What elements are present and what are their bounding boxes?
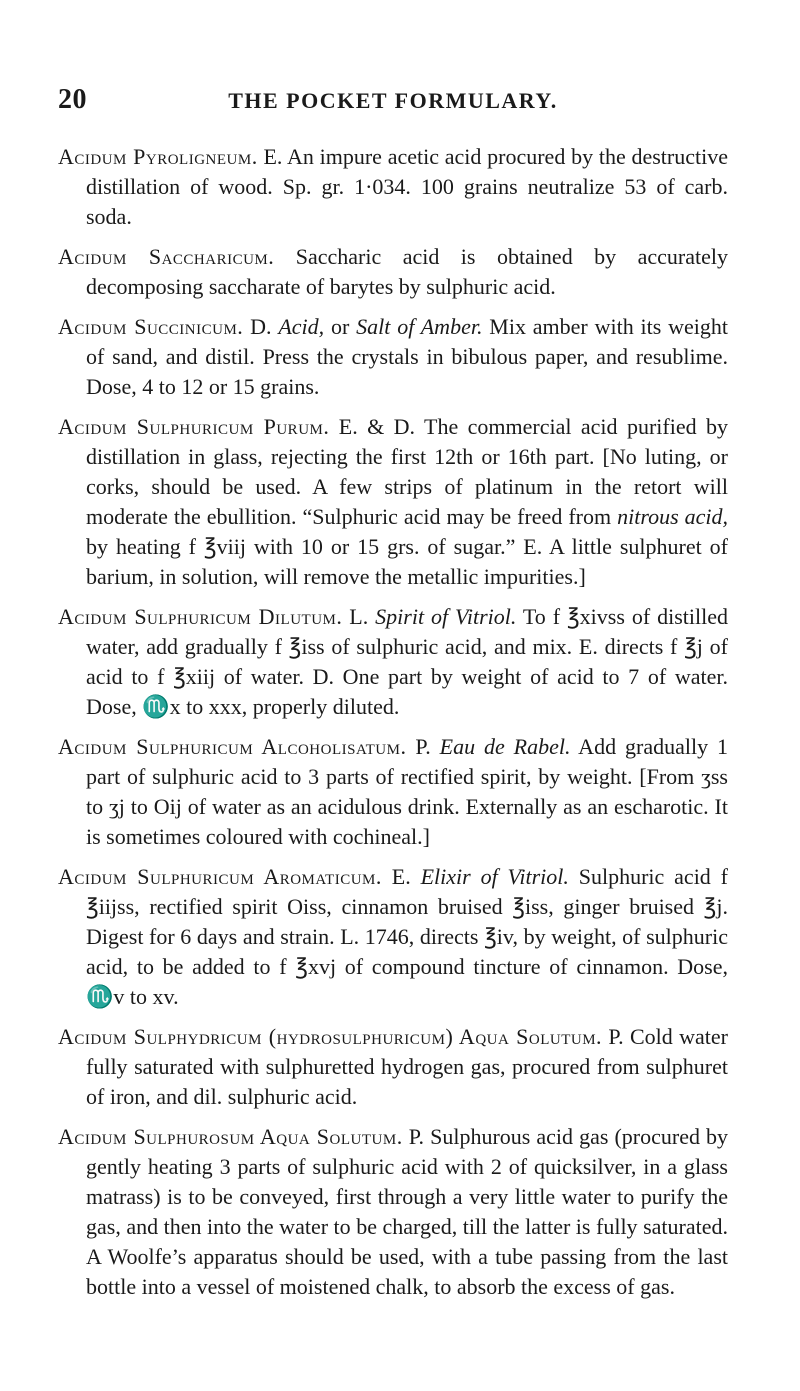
- entry-acidum-sulphuricum-alcoholisatum: [58, 732, 728, 852]
- page-number: 20: [58, 84, 87, 115]
- entry-text: Saccharic acid is obtained by accurately decomposing saccharate of barytes by sulphuric acid.: [86, 244, 728, 299]
- entry-text: or: [324, 314, 357, 339]
- entry-text: Add gradually 1 part of sulphuric acid to 3 parts of rectified spirit, by weight. [From ʒss to ʒj to Oij of water as an acidulous drink. Externally as an escharotic. It is sometimes coloured with cochineal.]: [86, 734, 728, 849]
- entry-heading: Acidum Sulphuricum Alcoholisatum.: [58, 734, 407, 759]
- entry-text: E. & D. The commercial acid purified by distillation in glass, rejecting the first 12th or 16th part. [No luting, or corks, should be used. A few strips of platinum in the retort will moderate the ebullition. “Sulphuric acid may be freed from: [86, 414, 728, 529]
- entry-acidum-sulphuricum-purum: [58, 412, 728, 592]
- entry-text: Sulphuric acid f ℥iijss, rectified spirit Oiss, cinnamon bruised ℥iss, ginger bruised ℥j. Digest for 6 days and strain. L. 1746, directs ℥iv, by weight, of sulphuric acid, to be added to f ℥xvj of compound tincture of cinnamon. Dose, ♏v to xv.: [86, 864, 729, 1009]
- entry-text: P. Sulphurous acid gas (procured by gently heating 3 parts of sulphuric acid with 2 of quicksilver, in a glass matrass) is to be conveyed, first through a very little water to purify the gas, and then into the water to be charged, till the latter is fully saturated. A Woolfe’s apparatus should be used, with a tube passing from the last bottle into a vessel of moistened chalk, to absorb the excess of gas.: [86, 1124, 729, 1299]
- entry-acidum-sulphuricum-dilutum: [58, 602, 728, 722]
- entry-acidum-sulphuricum-aromaticum: [58, 862, 728, 1012]
- entry-heading: Acidum Sulphurosum Aqua Solutum.: [58, 1124, 403, 1149]
- entry-text: E.: [381, 864, 421, 889]
- entry-heading: Acidum Sulphuricum Dilutum.: [58, 604, 343, 629]
- entry-italic-name: Eau de Rabel.: [439, 734, 571, 759]
- entry-text: L.: [342, 604, 376, 629]
- entry-italic-name: Salt of Amber.: [356, 314, 483, 339]
- entry-heading: Acidum Sulphuricum Aromaticum.: [58, 864, 382, 889]
- entry-heading: Acidum Succinicum.: [58, 314, 244, 339]
- entry-text: E. An impure acetic acid procured by the destructive distillation of wood. Sp. gr. 1·034. 100 grains neutralize 53 of carb. soda.: [86, 144, 728, 229]
- entry-heading: Acidum Pyrolignеum.: [58, 144, 258, 169]
- entry-acidum-sulphurosum: [58, 1122, 728, 1302]
- entry-text: To f ℥xivss of distilled water, add gradually f ℥iss of sulphuric acid, and mix. E. directs f ℥j of acid to f ℥xiij of water. D. One part by weight of acid to 7 of water. Dose, ♏x to xxx, properly diluted.: [86, 604, 728, 719]
- entry-acidum-sulphydricum: [58, 1022, 728, 1112]
- entry-italic-name: Acid,: [278, 314, 325, 339]
- entry-text: P.: [406, 734, 440, 759]
- page-header: [58, 84, 728, 118]
- entry-heading: Acidum Sulphydricum (hydrosulphuricum) Aqua Solutum.: [58, 1024, 603, 1049]
- entry-text: Mix amber with its weight of sand, and distil. Press the crystals in bibulous paper, and resublime. Dose, 4 to 12 or 15 grains.: [86, 314, 729, 399]
- entry-heading: Acidum Saccharicum.: [58, 244, 275, 269]
- entry-italic-name: Spirit of Vitriol.: [375, 604, 517, 629]
- entry-acidum-saccharicum: [58, 242, 728, 302]
- entry-heading: Acidum Sulphuricum Purum.: [58, 414, 330, 439]
- entry-text: D.: [243, 314, 279, 339]
- entry-text: by heating f ℥viij with 10 or 15 grs. of sugar.” E. A little sulphuret of barium, in solution, will remove the metallic impurities.]: [86, 534, 728, 589]
- entry-italic-name: Elixir of Vitriol.: [420, 864, 569, 889]
- entry-acidum-succinicum: [58, 312, 728, 402]
- running-title: THE POCKET FORMULARY.: [228, 88, 558, 113]
- entry-italic-name: nitrous acid,: [617, 504, 729, 529]
- page-body: [58, 142, 728, 1312]
- entry-acidum-pyrolignеum: [58, 142, 728, 232]
- entry-text: P. Cold water fully saturated with sulphuretted hydrogen gas, procured from sulphuret of iron, and dil. sulphuric acid.: [86, 1024, 728, 1109]
